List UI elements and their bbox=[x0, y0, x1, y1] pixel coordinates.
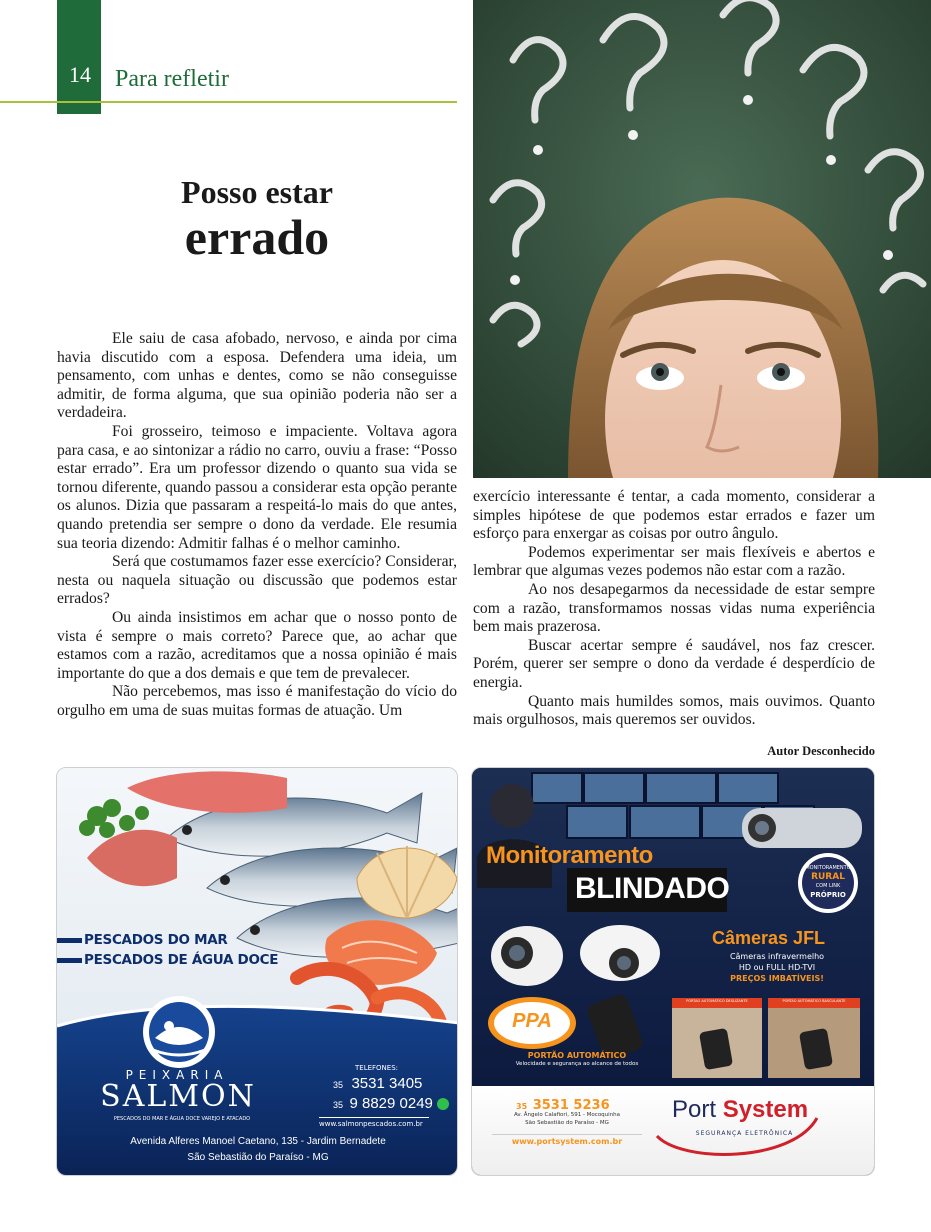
page-number-box bbox=[57, 0, 101, 114]
phone-ddd: 35 bbox=[333, 1100, 344, 1110]
seafood-illustration bbox=[57, 768, 458, 1176]
gate-panel-label-1: PORTÃO AUTOMÁTICO DESLIZANTE bbox=[686, 999, 748, 1003]
salmon-phone-1[interactable] bbox=[333, 1075, 422, 1093]
woman-question-marks-photo bbox=[473, 0, 931, 478]
ad-peixaria-salmon[interactable] bbox=[56, 767, 458, 1176]
badge-line: RURAL bbox=[811, 872, 845, 882]
paragraph: Buscar acertar sempre é saudável, nos faz crescer. Porém, querer ser sempre o dono da verdade é desperdício de energia. bbox=[473, 636, 875, 691]
port-headline-2: BLINDADO bbox=[575, 872, 730, 905]
paragraph: Ou ainda insistimos em achar que o nosso ponto de vista é sempre o mais correto? Parece que, ao achar que estamos com a razão, acreditamos que a nossa opinião é mais importante do que a dos demais e que tem de prevalecer. bbox=[57, 608, 457, 682]
port-phone[interactable] bbox=[516, 1094, 610, 1113]
salmon-website[interactable]: www.salmonpescados.com.br bbox=[319, 1117, 429, 1128]
port-address-2: São Sebastião do Paraíso - MG bbox=[525, 1120, 609, 1126]
header-rule bbox=[0, 101, 457, 103]
salmon-address-1: Avenida Alferes Manoel Caetano, 135 - Jardim Bernadete bbox=[130, 1136, 386, 1147]
badge-line: MONITORAMENTO bbox=[805, 865, 851, 871]
article-column-right bbox=[473, 488, 875, 730]
port-website[interactable]: www.portsystem.com.br bbox=[492, 1134, 642, 1146]
paragraph: Foi grosseiro, teimoso e impaciente. Voltava agora para casa, e ao sintonizar a rádio no carro, ouviu a frase: “Posso estar errado”. Era um professor dizendo o quanto sua vida se tornou diferente, quando passou a considerar esta opção perante os alunos. Dizia que passaram a respeitá-lo mais do que antes, quando pretendia ser sempre o dono da verdade. Ele resumia sua teoria dizendo: Admitir falhas é o melhor caminho. bbox=[57, 422, 457, 552]
cameras-desc-2: HD ou FULL HD-TVI bbox=[738, 963, 816, 972]
phone-ddd: 35 bbox=[333, 1080, 344, 1090]
section-title: Para refletir bbox=[115, 66, 229, 92]
salmon-tagline: PESCADOS DO MAR E ÁGUA DOCE VAREJO E ATACADO bbox=[113, 1116, 251, 1122]
page-number: 14 bbox=[69, 62, 91, 87]
paragraph: Ele saiu de casa afobado, nervoso, e ainda por cima havia discutido com a esposa. Defendera uma ideia, um pensamento, com unhas e dentes, como se não conseguisse admitir, de forma alguma, que sua opinião poderia não ser a verdadeira. bbox=[57, 330, 457, 422]
cameras-desc-1: Câmeras infravermelho bbox=[729, 952, 825, 961]
article-headline bbox=[57, 174, 457, 264]
rural-monitoring-badge bbox=[802, 864, 854, 900]
salmon-phone-2[interactable] bbox=[333, 1095, 449, 1113]
paragraph: Quanto mais humildes somos, mais ouvimos. Quanto mais orgulhosos, mais queremos ser ouvidos. bbox=[473, 692, 875, 729]
headline-line-1: Posso estar bbox=[181, 174, 333, 210]
gate-panel-label-2: PORTÃO AUTOMÁTICO BASCULANTE bbox=[782, 999, 846, 1003]
phone-number: 3531 5236 bbox=[532, 1098, 610, 1113]
ad-port-system[interactable] bbox=[471, 767, 875, 1176]
paragraph: Não percebemos, mas isso é manifestação do vício do orgulho em uma de suas muitas formas de atuação. Um bbox=[57, 683, 457, 719]
port-system-tagline: SEGURANÇA ELETRÔNICA bbox=[695, 1130, 794, 1137]
cameras-offer: PREÇOS IMBATÍVEIS! bbox=[730, 974, 824, 983]
whatsapp-icon bbox=[437, 1098, 449, 1110]
ppa-logo: PPA bbox=[512, 1010, 552, 1032]
gate-title: PORTÃO AUTOMÁTICO bbox=[527, 1051, 627, 1060]
salmon-brand: SALMON bbox=[100, 1079, 256, 1114]
paragraph: Podemos experimentar ser mais flexíveis e abertos e lembrar que algumas vezes podemos não estar com a razão. bbox=[473, 543, 875, 580]
cameras-title: Câmeras JFL bbox=[712, 928, 826, 948]
phone-ddd: 35 bbox=[516, 1102, 528, 1111]
paragraph: exercício interessante é tentar, a cada momento, considerar a simples hipótese de que podemos estar errados e fazer um esforço para enxergar as coisas por outro ângulo. bbox=[473, 488, 875, 543]
port-headline-1: Monitoramento bbox=[486, 842, 653, 869]
ad-salmon-bullet-2: PESCADOS DE ÁGUA DOCE bbox=[57, 952, 278, 968]
salmon-address-2: São Sebastião do Paraíso - MG bbox=[187, 1152, 329, 1163]
phone-number: 9 8829 0249 bbox=[349, 1095, 433, 1112]
salmon-phones-label: TELEFONES: bbox=[355, 1064, 399, 1072]
paragraph: Será que costumamos fazer esse exercício? Considerar, nesta ou naquela situação ou discussão que podemos estar errados? bbox=[57, 553, 457, 608]
logo-word: Port bbox=[672, 1096, 717, 1123]
gate-desc: Velocidade e segurança ao alcance de todos bbox=[515, 1061, 639, 1067]
port-system-logo bbox=[672, 1096, 808, 1124]
phone-number: 3531 3405 bbox=[351, 1075, 423, 1092]
article-column-left bbox=[57, 330, 457, 720]
badge-line: PRÓPRIO bbox=[810, 891, 846, 899]
badge-line: COM LINK bbox=[815, 883, 841, 889]
port-address-1: Av. Ângelo Calafiori, 591 - Mocoquinha bbox=[513, 1112, 621, 1118]
logo-word: System bbox=[722, 1096, 809, 1123]
paragraph: Ao nos desapegarmos da necessidade de estar sempre com a razão, transformamos nossas vidas numa experiência bem mais prazerosa. bbox=[473, 580, 875, 636]
salmon-brand-top: PEIXARIA bbox=[125, 1068, 229, 1082]
article-author: Autor Desconhecido bbox=[767, 744, 875, 758]
ad-salmon-bullet-1: PESCADOS DO MAR bbox=[57, 932, 227, 948]
headline-line-2: errado bbox=[184, 209, 330, 265]
